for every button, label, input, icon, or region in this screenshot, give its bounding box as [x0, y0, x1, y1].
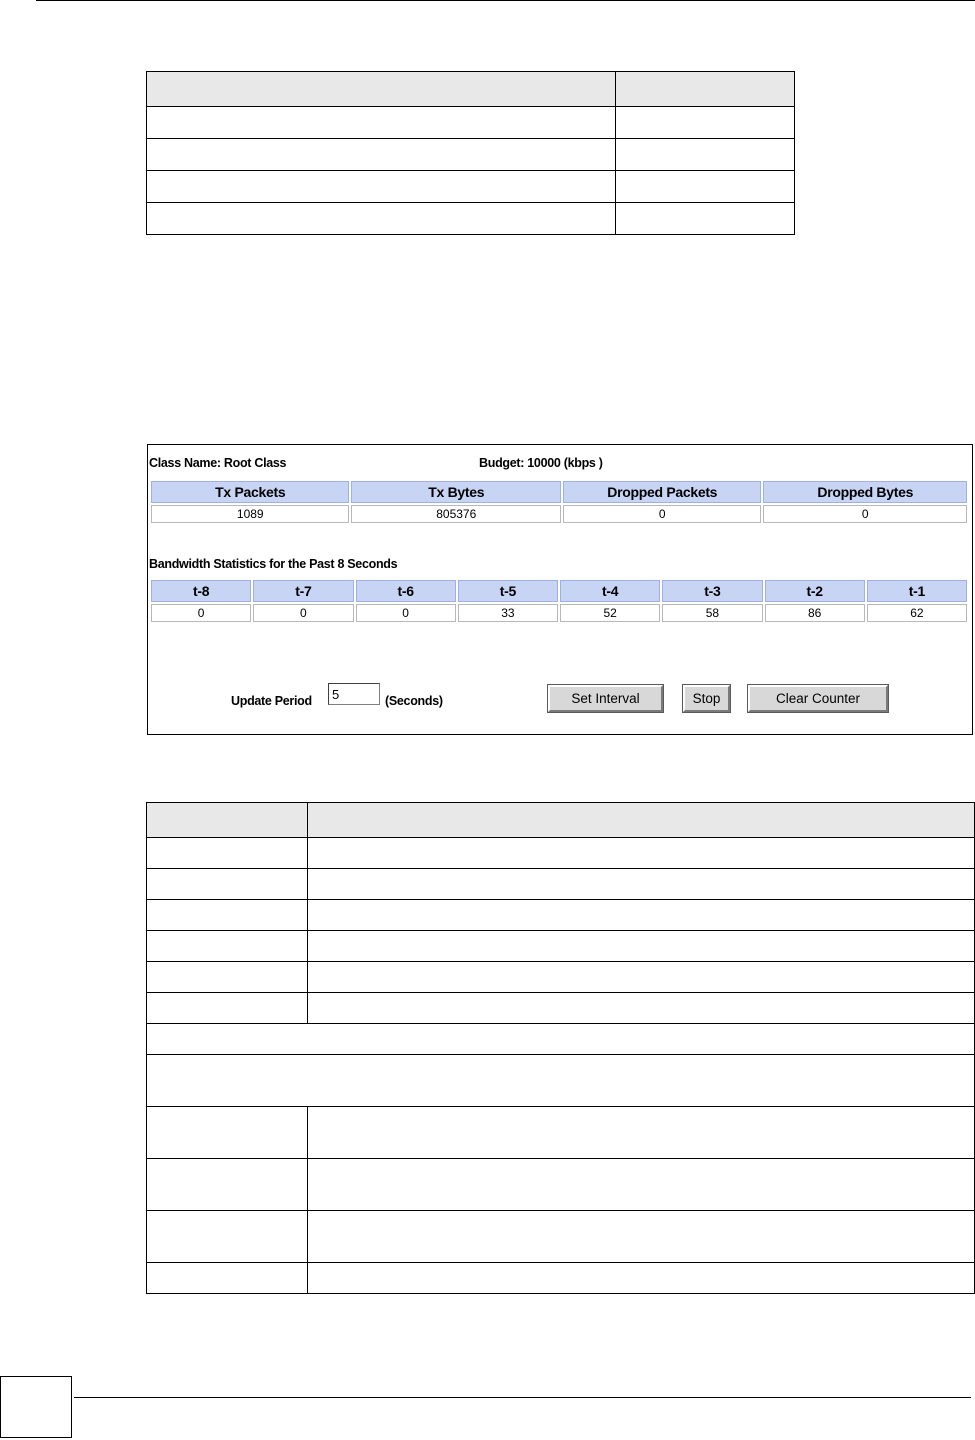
- budget-label: Budget: 10000 (kbps ): [479, 456, 603, 470]
- table-header-row: [147, 72, 795, 107]
- table-row: [147, 1159, 975, 1211]
- seconds-label: (Seconds): [385, 694, 443, 708]
- table-row: [147, 1211, 975, 1263]
- bw-value: 62: [867, 604, 967, 622]
- counter-table: [149, 479, 969, 525]
- bw-value: 58: [662, 604, 762, 622]
- bw-header: t-5: [458, 580, 558, 602]
- bw-value: 0: [253, 604, 353, 622]
- bw-value: 0: [151, 604, 251, 622]
- table-row: [147, 1055, 975, 1107]
- dropped-packets-header: Dropped Packets: [563, 481, 761, 503]
- footer-rule: [74, 1397, 971, 1398]
- summary-table: [146, 71, 795, 235]
- bw-value: 86: [765, 604, 865, 622]
- dropped-bytes-value: 0: [763, 505, 967, 523]
- page-number-box: [0, 1376, 72, 1438]
- bandwidth-header-row: [151, 580, 967, 602]
- update-period-input[interactable]: [328, 683, 380, 705]
- bw-header: t-3: [662, 580, 762, 602]
- tx-packets-value: 1089: [151, 505, 349, 523]
- table-row: [147, 1024, 975, 1055]
- table-header-row: [147, 803, 975, 838]
- set-interval-button[interactable]: Set Interval: [548, 685, 663, 712]
- table-row: [147, 838, 975, 869]
- bandwidth-table: [149, 578, 969, 624]
- table-row: [147, 900, 975, 931]
- table-row: [147, 203, 795, 235]
- dropped-bytes-header: Dropped Bytes: [763, 481, 967, 503]
- bandwidth-title: Bandwidth Statistics for the Past 8 Seconds: [149, 557, 398, 571]
- bw-header: t-1: [867, 580, 967, 602]
- bw-value: 0: [356, 604, 456, 622]
- bw-header: t-6: [356, 580, 456, 602]
- tx-packets-header: Tx Packets: [151, 481, 349, 503]
- counter-header-row: [151, 481, 967, 503]
- stop-button[interactable]: Stop: [683, 685, 730, 712]
- bw-header: t-2: [765, 580, 865, 602]
- table-row: [147, 931, 975, 962]
- tx-bytes-value: 805376: [351, 505, 561, 523]
- bw-value: 52: [560, 604, 660, 622]
- table-row: [147, 1107, 975, 1159]
- table-row: [147, 962, 975, 993]
- table-row: [147, 993, 975, 1024]
- field-description-table: [146, 802, 975, 1294]
- bw-header: t-4: [560, 580, 660, 602]
- bw-header: t-8: [151, 580, 251, 602]
- class-name-label: Class Name: Root Class: [149, 456, 287, 470]
- bw-header: t-7: [253, 580, 353, 602]
- table-row: [147, 171, 795, 203]
- bw-value: 33: [458, 604, 558, 622]
- update-period-label: Update Period: [231, 694, 312, 708]
- header-rule: [36, 0, 975, 1]
- class-statistics-panel: [147, 444, 973, 735]
- dropped-packets-value: 0: [563, 505, 761, 523]
- table-row: [147, 1263, 975, 1294]
- bandwidth-value-row: [151, 604, 967, 622]
- counter-value-row: [151, 505, 967, 523]
- table-row: [147, 107, 795, 139]
- tx-bytes-header: Tx Bytes: [351, 481, 561, 503]
- clear-counter-button[interactable]: Clear Counter: [748, 685, 888, 712]
- table-row: [147, 139, 795, 171]
- table-row: [147, 869, 975, 900]
